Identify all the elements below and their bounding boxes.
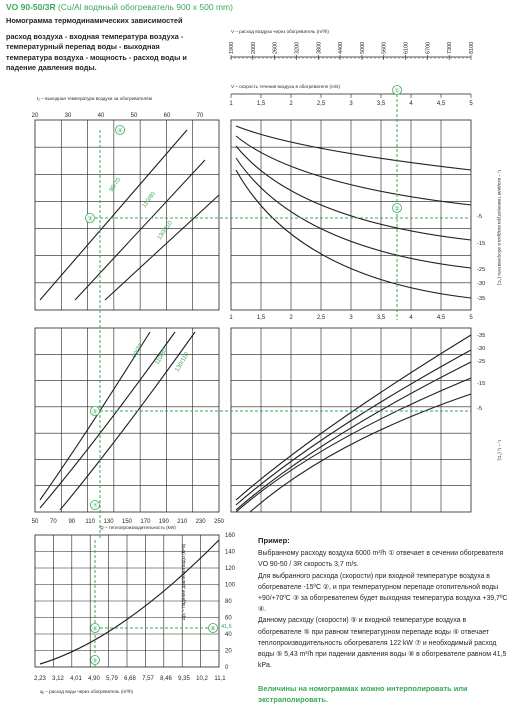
dp-tick-label: 40 — [225, 632, 232, 638]
t2-tick-label: 20 — [31, 113, 39, 119]
airflow-tick-label: 5600 — [381, 41, 388, 54]
t1-bottom-tick-label: 4,5 — [436, 315, 446, 321]
t1-series-curve — [236, 146, 471, 240]
dt-tick-label: -25 — [477, 359, 486, 365]
model-subtitle: (Cu/Al водяный обогреватель 900 x 500 mm) — [58, 2, 233, 12]
dp-curve — [40, 540, 219, 664]
t1-bottom-tick-label: 3,5 — [376, 315, 386, 321]
t1-tick-label: -35 — [477, 296, 486, 302]
dp-tick-label-x: 11,1 — [214, 676, 226, 682]
t1-axis-label: t₁ – входная температура воздуха в обогреватель (°C) — [497, 170, 502, 286]
q-tick-label: 250 — [213, 519, 225, 525]
airflow-tick-label: 8100 — [469, 41, 475, 54]
q-tick-label: 170 — [140, 519, 151, 525]
velocity-tick-label: 3 — [349, 101, 353, 107]
velocity-tick-label: 2,5 — [316, 101, 326, 107]
t1-tick-label: -15 — [477, 241, 486, 247]
dp-tick-label-x: 10,2 — [196, 676, 208, 682]
q-grid-frame — [35, 328, 219, 512]
dp-tick-label: 60 — [225, 615, 232, 622]
dt-series-curve — [236, 335, 471, 500]
dp-tick-label-x: 6,68 — [124, 676, 136, 682]
t1-tick-label: -5 — [477, 214, 483, 220]
marker-5b-label: ⑤ — [92, 658, 98, 665]
marker-6-label: ⑥ — [92, 626, 98, 633]
dp-tick-label: 100 — [225, 582, 236, 589]
q-series-label: 90/70 — [131, 342, 145, 359]
q-series-curve — [60, 332, 195, 510]
dt-series-curve — [250, 394, 471, 512]
dp-tick-label-x: 2,23 — [34, 676, 46, 682]
dp-tick-label-x: 4,01 — [70, 676, 82, 682]
t2-tick-label: 50 — [130, 113, 138, 119]
q-tick-label: 190 — [158, 519, 169, 525]
airflow-tick-label: 1900 — [229, 41, 235, 54]
t2-series-label: 90/70 — [108, 177, 123, 194]
marker-2-label: ② — [394, 206, 400, 213]
t2-tick-label: 30 — [64, 113, 72, 119]
airflow-tick-label: 2000 — [250, 41, 257, 54]
t1-series-curve — [236, 170, 471, 298]
marker-1-label: ① — [394, 88, 400, 95]
dp-tick-label: 20 — [225, 648, 232, 655]
q-tick-label: 50 — [31, 519, 39, 525]
marker-3-label: ③ — [87, 216, 93, 223]
dp-tick-label: 80 — [225, 599, 232, 605]
dt-axis-label: t₁ – t₂ (°C) — [497, 440, 502, 461]
t2-tick-label: 70 — [196, 113, 204, 119]
t1-bottom-tick-label: 2 — [289, 315, 293, 321]
t2-series-label: 130/110 — [156, 220, 174, 242]
airflow-axis-label: V – расход воздуха через обогреватель (m³/h) — [231, 29, 329, 34]
model-name: VO 90-50/3R — [6, 2, 56, 12]
airflow-tick-label: 3800 — [316, 41, 323, 54]
q-tick-label: 70 — [50, 519, 57, 525]
t2-series-line — [105, 195, 219, 300]
q-series-label: 110/80 — [154, 347, 169, 366]
dp-tick-label: 120 — [225, 566, 236, 572]
dt-tick-label: -5 — [477, 406, 483, 412]
t2-tick-label: 60 — [163, 113, 171, 119]
dp-axis-label: Δpᵥ – падение давления воды (kPa) — [181, 543, 186, 620]
velocity-axis-label: V – скорость течения воздуха в обогревателе (m/s) — [231, 84, 340, 89]
dt-series-curve — [236, 362, 471, 510]
example-box — [258, 535, 508, 671]
example-paragraph-1: Выбранному расходу воздуха 6000 m³/h ① отвечает в сечении обогревателя VO 90-50 / 3R скорость 3,7 m/s. — [258, 550, 504, 569]
t1-bottom-tick-label: 1,5 — [256, 315, 266, 321]
velocity-tick-label: 1,5 — [256, 101, 266, 107]
page-title: Номограмма термодинамических зависимостей — [6, 16, 183, 25]
airflow-tick-label: 2600 — [272, 41, 279, 54]
marker-7-label: ⑦ — [92, 503, 98, 510]
t1-series-curve — [236, 126, 471, 170]
q-tick-label: 110 — [85, 519, 95, 525]
description: расход воздуха - входная температура воздуха - температурный перепад воды - выходная температура воздуха - мощность - расход воды и падение давления воды. — [6, 32, 187, 72]
q-tick-label: 150 — [121, 519, 133, 525]
velocity-tick-label: 5 — [469, 101, 473, 107]
t2-axis-label: t₂ – выходная температура воздуха за обогревателем — [37, 96, 152, 101]
airflow-tick-label: 6100 — [403, 41, 410, 54]
t1-bottom-tick-label: 1 — [229, 315, 233, 321]
t1-series-curve — [236, 136, 471, 205]
airflow-tick-label: 7300 — [447, 41, 454, 54]
airflow-tick-label: 4400 — [338, 41, 345, 54]
example-title: Пример: — [258, 536, 290, 545]
marker-8-label: ⑧ — [210, 626, 216, 633]
t1-tick-label: -25 — [477, 267, 486, 273]
q-tick-label: 90 — [68, 519, 76, 525]
airflow-tick-label: 6700 — [425, 41, 432, 54]
t1-bottom-tick-label: 5 — [469, 315, 473, 321]
velocity-tick-label: 3,5 — [376, 101, 386, 107]
example-paragraph-3: Данному расходу (скорости) ⑤ и входной температуре воздуха в обогревателе ⑤ при равном температурном перепаде воды ④ отвечает теплопроизводительность обогревателя 122 kW ⑦ и необходимый расход воды ⑤ 5,43 m³/h при падении давления воды ⑧ в обогревателе равном 41,5 kPa. — [258, 617, 507, 670]
dp-example-value: 41,5 — [221, 624, 232, 630]
dp-tick-label: 140 — [225, 549, 236, 556]
interpolation-note: Величины на номограммах можно интерполировать или экстраполировать. — [258, 684, 468, 704]
dp-tick-label-x: 9,35 — [178, 676, 190, 682]
velocity-tick-label: 4,5 — [436, 101, 446, 107]
t2-series-label: 110/80 — [141, 191, 157, 210]
dp-tick-label-x: 7,57 — [142, 676, 154, 682]
velocity-tick-label: 2 — [289, 101, 293, 107]
q-series-label: 130/110 — [174, 351, 191, 373]
airflow-tick-label: 3200 — [294, 41, 301, 54]
q-series-curve — [40, 332, 175, 508]
dp-tick-label: 0 — [225, 665, 229, 671]
q-axis-label: Q – теплопроизводительность (kW) — [100, 525, 176, 530]
airflow-tick-label: 5000 — [359, 41, 366, 54]
example-paragraph-2: Для выбранного расхода (скорости) при входной температуре воздуха в обогревателе -15ºC ②, и при температурном перепаде отопительной воды +90/+70ºC ③ за обогревателем будет выходная температура воздуха +39,7ºC ④. — [258, 572, 508, 614]
dp-tick-label-x: 5,79 — [106, 676, 118, 682]
dt-tick-label: -30 — [477, 346, 486, 352]
dp-tick-label-x: 8,46 — [160, 676, 172, 682]
dp-tick-label-x: 3,12 — [52, 676, 64, 682]
t1-bottom-tick-label: 4 — [409, 315, 413, 321]
q-tick-label: 210 — [177, 519, 188, 525]
dt-tick-label: -15 — [477, 381, 486, 387]
velocity-tick-label: 4 — [409, 101, 413, 107]
t2-grid-frame — [35, 120, 219, 310]
t2-tick-label: 40 — [97, 113, 105, 119]
q-tick-label: 230 — [195, 519, 206, 525]
dp-tick-label-x: 4,90 — [88, 676, 100, 682]
dp-tick-label: 160 — [225, 533, 236, 539]
q-tick-label: 130 — [103, 519, 114, 525]
t1-bottom-tick-label: 3 — [349, 315, 353, 321]
t1-bottom-tick-label: 2,5 — [316, 315, 326, 321]
dt-tick-label: -35 — [477, 333, 486, 339]
dp-axis-label-x: qᵥ – расход воды через обогреватель (m³/h) — [40, 689, 134, 694]
t2-series-line — [40, 130, 187, 300]
velocity-tick-label: 1 — [229, 101, 233, 107]
marker-4-label: ④ — [117, 128, 123, 135]
t1-tick-label: -30 — [477, 281, 486, 287]
dt-series-curve — [236, 378, 471, 512]
marker-5-label: ⑤ — [92, 409, 98, 416]
